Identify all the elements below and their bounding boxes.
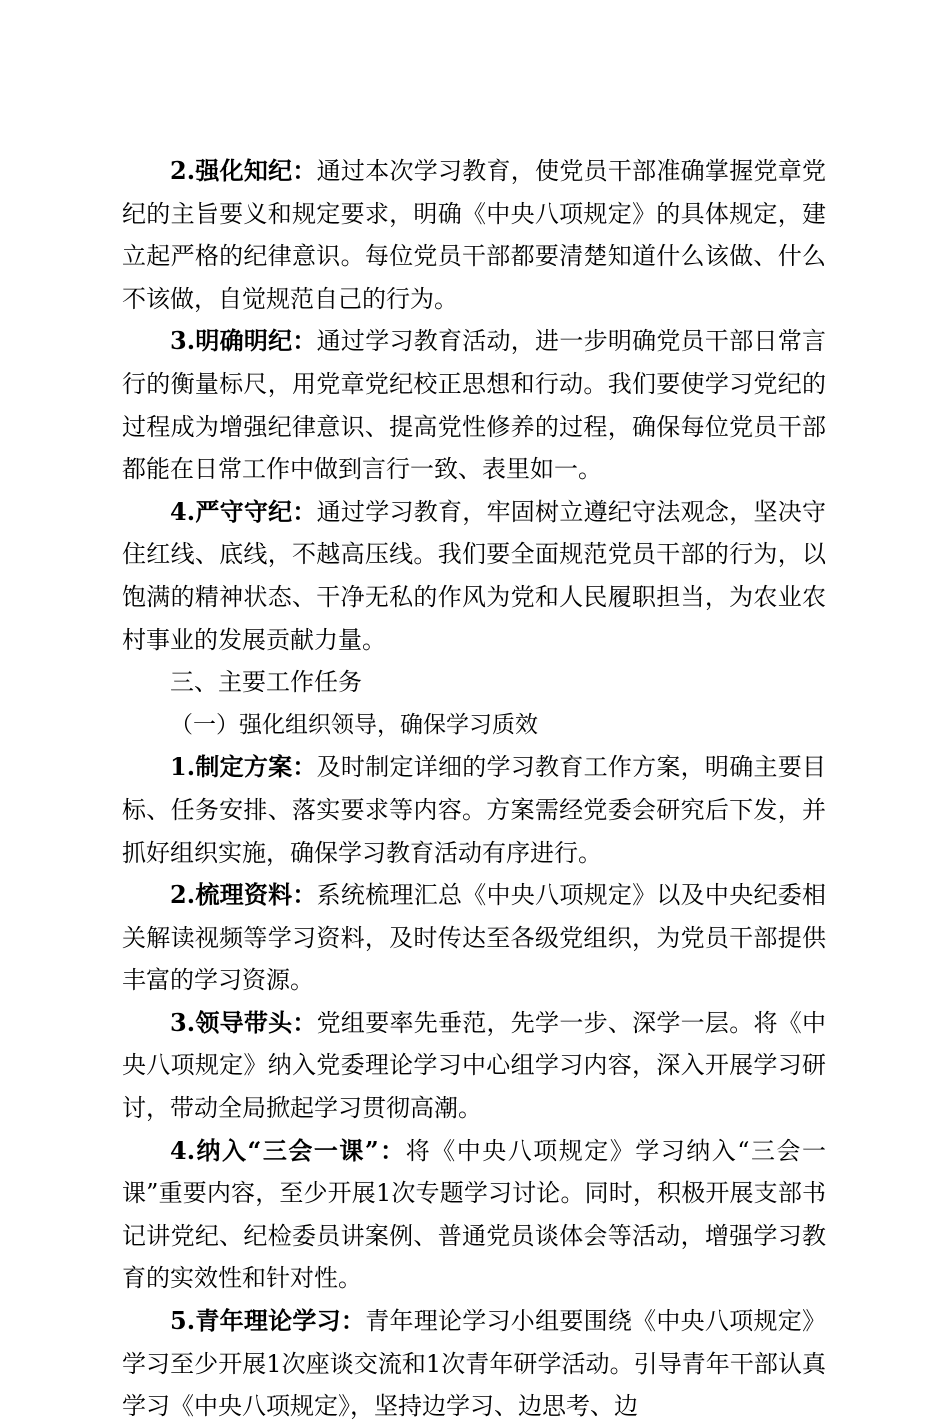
paragraph-lead: 4.严守守纪： bbox=[170, 496, 317, 526]
section-heading: 三、主要工作任务 bbox=[170, 668, 362, 697]
task-text: 及时制定详细的学习教育工作方案，明确主要目标、任务安排、落实要求等内容。方案需经党委会研究后下发，并抓好组织实施，确保学习教育活动有序进行。 bbox=[122, 753, 826, 867]
task-item-4 bbox=[122, 1130, 826, 1300]
task-lead: 5.青年理论学习： bbox=[170, 1306, 366, 1336]
task-text: 党组要率先垂范，先学一步、深学一层。将《中央八项规定》纳入党委理论学习中心组学习内容，深入开展学习研讨，带动全局掀起学习贯彻高潮。 bbox=[122, 1008, 826, 1123]
task-item-2 bbox=[122, 874, 826, 1002]
task-lead: 2.梳理资料： bbox=[170, 880, 317, 910]
paragraph-lead: 2.强化知纪： bbox=[170, 156, 317, 185]
paragraph-item-3 bbox=[122, 320, 826, 490]
task-item-5 bbox=[122, 1300, 826, 1428]
task-text: 将《中央八项规定》学习纳入“三会一课”重要内容，至少开展1次专题学习讨论。同时，积极开展支部书记讲党纪、纪检委员讲案例、普通党员谈体会等活动，增强学习教育的实效性和针对性。 bbox=[122, 1136, 826, 1293]
task-lead: 3.领导带头： bbox=[170, 1007, 317, 1037]
subsection-heading: （一）强化组织领导，确保学习质效 bbox=[170, 711, 538, 738]
task-text: 青年理论学习小组要围绕《中央八项规定》学习至少开展1次座谈交流和1次青年研学活动。引导青年干部认真学习《中央八项规定》，坚持边学习、边思考、边 bbox=[122, 1307, 827, 1421]
paragraph-text: 通过本次学习教育，使党员干部准确掌握党章党纪的主旨要义和规定要求，明确《中央八项规定》的具体规定，建立起严格的纪律意识。每位党员干部都要清楚知道什么该做、什么不该做，自觉规范自己的行为。 bbox=[122, 157, 826, 313]
task-lead: 4.纳入“三会一课”： bbox=[170, 1135, 406, 1165]
paragraph-lead: 3.明确明纪： bbox=[170, 326, 317, 356]
paragraph-text: 通过学习教育活动，进一步明确党员干部日常言行的衡量标尺，用党章党纪校正思想和行动。我们要使学习党纪的过程成为增强纪律意识、提高党性修养的过程，确保每位党员干部都能在日常工作中做到言行一致、表里如一。 bbox=[122, 327, 826, 484]
task-lead: 1.制定方案： bbox=[170, 752, 317, 782]
paragraph-item-2 bbox=[122, 150, 826, 320]
paragraph-text: 通过学习教育，牢固树立遵纪守法观念，坚决守住红线、底线，不越高压线。我们要全面规范党员干部的行为，以饱满的精神状态、干净无私的作风为党和人民履职担当，为农业农村事业的发展贡献力量。 bbox=[122, 497, 826, 654]
task-item-3 bbox=[122, 1002, 826, 1130]
task-text: 系统梳理汇总《中央八项规定》以及中央纪委相关解读视频等学习资料，及时传达至各级党组织，为党员干部提供丰富的学习资源。 bbox=[122, 881, 826, 995]
paragraph-item-4 bbox=[122, 491, 826, 661]
task-item-1 bbox=[122, 746, 826, 874]
document-page bbox=[122, 150, 826, 1428]
